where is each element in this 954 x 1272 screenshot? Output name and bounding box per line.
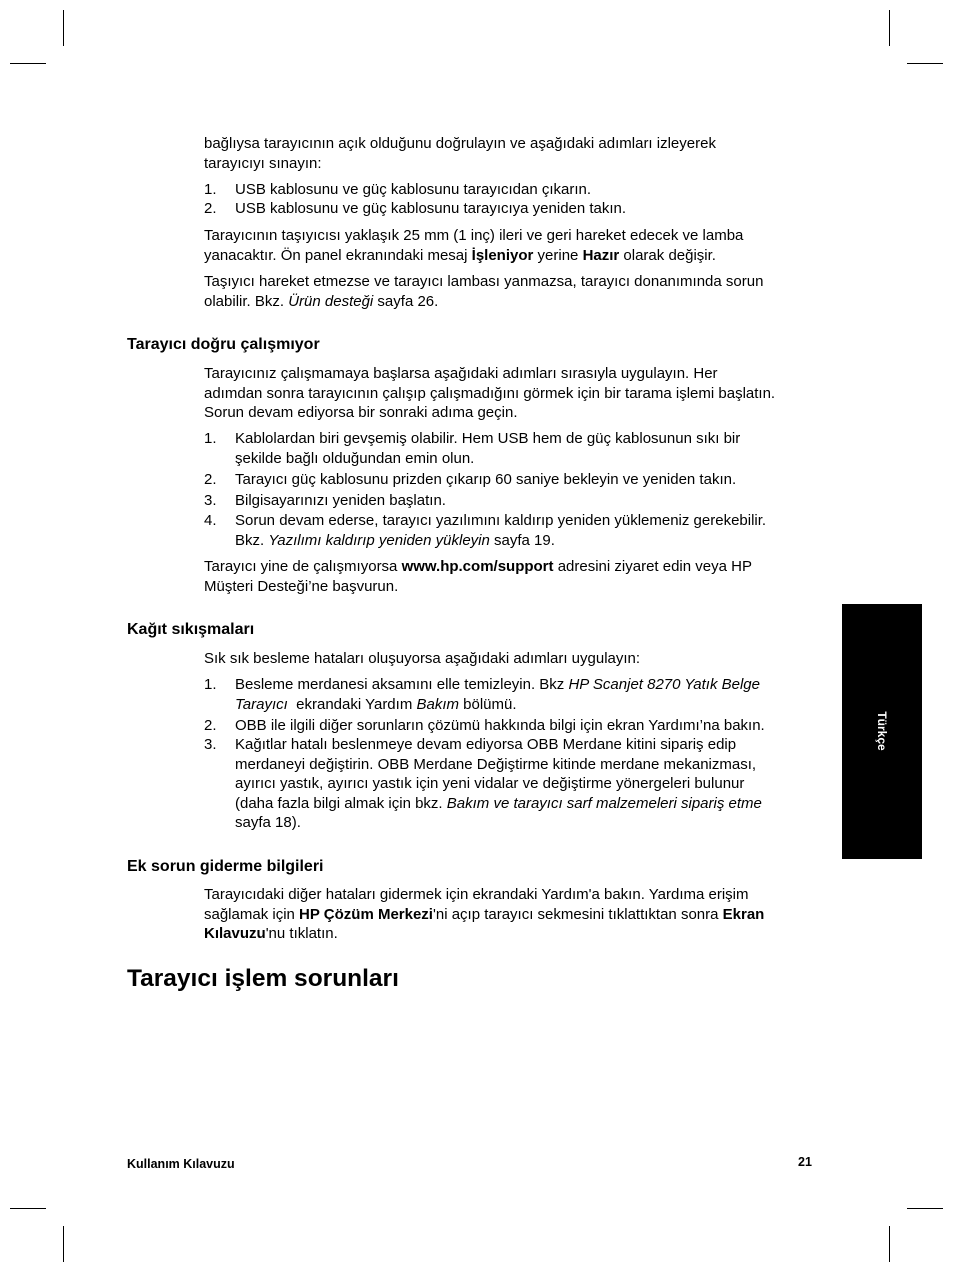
crop-mark — [889, 10, 890, 46]
intro-paragraph: bağlıysa tarayıcının açık olduğunu doğrulayın ve aşağıdaki adımları izleyerek tarayıcıyı sınayın: — [204, 135, 716, 172]
crop-mark — [63, 1226, 64, 1262]
support-url-link[interactable]: www.hp.com/support — [401, 558, 554, 575]
crop-mark — [907, 1208, 943, 1209]
maintenance-supplies-link[interactable]: Bakım ve tarayıcı sarf malzemeleri sipariş etme — [446, 794, 762, 812]
crop-mark — [907, 63, 943, 64]
crop-mark — [10, 1208, 46, 1209]
page-title: Tarayıcı işlem sorunları — [127, 965, 399, 992]
carriage-paragraph: Tarayıcının taşıyıcısı yaklaşık 25 mm (1 inç) ileri ve geri hareket edecek ve lamba yanacaktır. Ön panel ekranındaki mesaj İşleniyor yerine Hazır olarak değişir. — [204, 227, 744, 264]
language-tab — [842, 604, 922, 859]
section-heading: Tarayıcı doğru çalışmıyor — [127, 336, 320, 353]
crop-mark — [889, 1226, 890, 1262]
page-number: 21 — [798, 1155, 812, 1169]
section-paragraph: Tarayıcıdaki diğer hataları gidermek için ekrandaki Yardım'a bakın. Yardıma erişim sağlamak için HP Çözüm Merkezi'ni açıp tarayıcı sekmesini tıklattıktan sonra Ekran Kılavuzu'nu tıklatın. — [204, 886, 765, 942]
reinstall-software-link[interactable]: Yazılımı kaldırıp yeniden yükleyin — [268, 531, 490, 549]
section-intro: Tarayıcınız çalışmamaya başlarsa aşağıdaki adımları sırasıyla uygulayın. Her adımdan sonra tarayıcının çalışıp çalışmadığını görmek için bir tarama işlemi başlatın. Sorun devam ediyorsa bir sonraki adıma geçin. — [204, 365, 776, 421]
crop-mark — [63, 10, 64, 46]
product-support-link[interactable]: Ürün desteği — [288, 292, 374, 310]
footer-title: Kullanım Kılavuzu — [127, 1157, 235, 1171]
hardware-paragraph: Taşıyıcı hareket etmezse ve tarayıcı lambası yanmazsa, tarayıcı donanımında sorun olabilir. Bkz. Ürün desteği sayfa 26. — [204, 273, 764, 310]
crop-mark — [10, 63, 46, 64]
section-heading: Ek sorun giderme bilgileri — [127, 858, 324, 875]
section-heading: Kağıt sıkışmaları — [127, 621, 255, 638]
support-paragraph: Tarayıcı yine de çalışmıyorsa www.hp.com/support adresini ziyaret edin veya HP Müşteri Desteği’ne başvurun. — [204, 558, 752, 595]
language-tab-label: Türkçe — [875, 711, 889, 751]
section-intro: Sık sık besleme hataları oluşuyorsa aşağıdaki adımları uygulayın: — [204, 650, 641, 667]
